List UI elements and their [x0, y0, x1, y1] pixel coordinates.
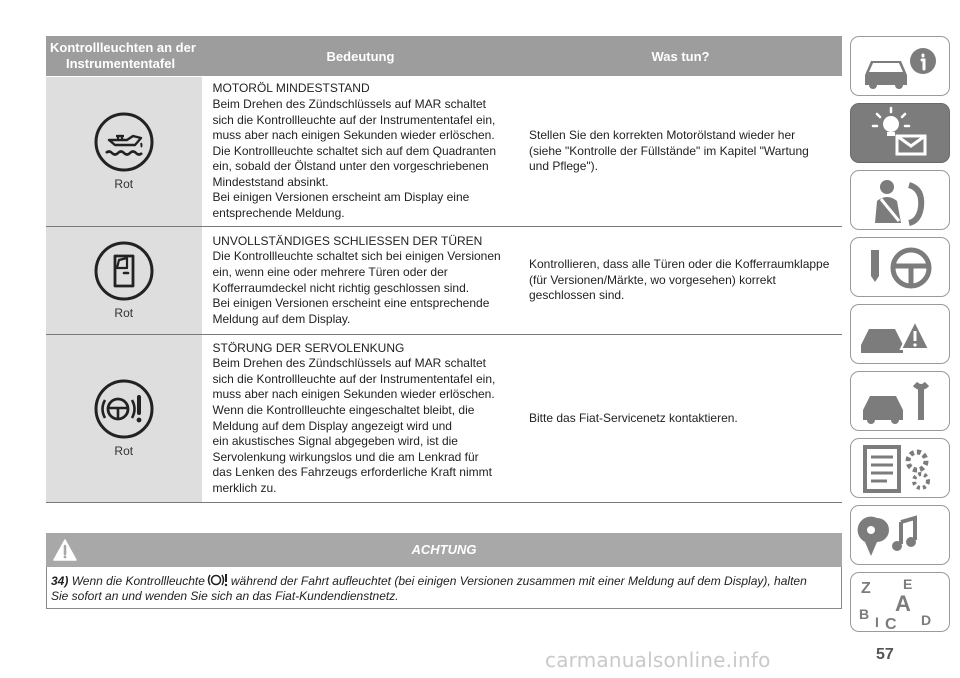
meaning-cell: STÖRUNG DER SERVOLENKUNG Beim Drehen des Zündschlüssels auf MAR schaltet sich die Kontrollleuchte auf der Instrumententafel ein, muss aber nach einigen Sekunden wieder erlöschen. Wenn die Kontrollleuchte eingeschaltet bleibt, die Meldung auf dem Display angezeigt wird und ein akustisches Signal abgegeben wird, ist die Servolenkung wirkungslos und die am Lenkrad für das Lenken des Fahrzeugs erforderliche Kraft nimmt merklich zu. — [202, 335, 519, 503]
table-row — [46, 335, 842, 503]
table-row — [46, 77, 842, 227]
key-steering-wheel-icon — [851, 238, 951, 298]
svg-text:I: I — [875, 614, 879, 630]
technical-data-icon — [851, 439, 951, 499]
meaning-cell: UNVOLLSTÄNDIGES SCHLIESSEN DER TÜREN Die Kontrollleuchte schaltet sich bei einigen Versionen ein, wenn eine oder mehrere Türen oder der Kofferraumdeckel nicht richtig geschlossen sind. Bei einigen Versionen erscheint eine entsprechende Meldung auf dem Display. — [202, 227, 519, 335]
action-cell: Stellen Sie den korrekten Motorölstand wieder her (siehe "Kontrolle der Füllstände" im Kapitel "Wartung und Pflege"). — [519, 77, 842, 227]
power-steering-fault-icon — [93, 378, 155, 440]
tab-starting-driving[interactable] — [850, 237, 950, 297]
power-steering-fault-icon — [207, 571, 229, 589]
action-cell: Bitte das Fiat-Servicenetz kontaktieren. — [519, 335, 842, 503]
warning-reference: 34) — [51, 574, 69, 588]
header-meaning: Bedeutung — [202, 36, 519, 77]
svg-text:C: C — [885, 616, 897, 633]
alphabetical-index-icon — [851, 573, 951, 633]
tab-emergency[interactable] — [850, 304, 950, 364]
indicator-table-section — [46, 36, 842, 503]
car-info-icon — [851, 37, 951, 97]
warning-triangle-icon — [52, 538, 78, 562]
warning-box — [46, 533, 842, 609]
tab-maintenance[interactable] — [850, 371, 950, 431]
svg-text:D: D — [921, 612, 932, 628]
warning-header — [46, 533, 842, 567]
meaning-cell: MOTORÖL MINDESTSTAND Beim Drehen des Zündschlüssels auf MAR schaltet sich die Kontrollleuchte auf der Instrumententafel ein, muss aber nach einigen Sekunden wieder erlöschen. Die Kontrollleuchte schaltet sich auf dem Quadranten ein, sobald der Ölstand unter den vorgeschriebenen Mindeststand absinkt. Bei einigen Versionen erscheint am Display eine entsprechende Meldung. — [202, 77, 519, 227]
watermark: carmanualsonline.info — [545, 648, 771, 672]
indicator-title: MOTORÖL MINDESTSTAND — [212, 81, 370, 96]
tab-multimedia[interactable] — [850, 505, 950, 565]
table-row — [46, 227, 842, 335]
indicator-cell: Rot — [46, 77, 202, 227]
svg-text:A: A — [895, 591, 911, 616]
door-open-icon — [93, 240, 155, 302]
svg-text:Z: Z — [861, 580, 871, 597]
tab-index[interactable] — [850, 572, 950, 632]
car-emergency-icon — [851, 305, 951, 365]
warning-title: ACHTUNG — [411, 542, 477, 557]
warning-text: 34) Wenn die Kontrollleuchte während der Fahrt aufleuchtet (bei einigen Versionen zusammen mit einer Meldung auf dem Display), halten Sie sofort an und wenden Sie sich an das Fiat-Kundendienstnetz. — [46, 567, 842, 609]
tab-technical-data[interactable] — [850, 438, 950, 498]
multimedia-icon — [851, 506, 951, 566]
indicator-title: UNVOLLSTÄNDIGES SCHLIESSEN DER TÜREN — [212, 233, 483, 248]
tab-car-info[interactable] — [850, 36, 950, 96]
chapter-sidebar — [850, 36, 952, 639]
header-action: Was tun? — [519, 36, 842, 77]
header-indicator: Kontrollleuchten an der Instrumententafel — [46, 36, 202, 77]
tab-safety[interactable] — [850, 170, 950, 230]
indicator-cell: Rot — [46, 227, 202, 335]
indicator-cell: Rot — [46, 335, 202, 503]
page-number: 57 — [876, 646, 894, 663]
svg-text:B: B — [859, 606, 870, 622]
car-maintenance-icon — [851, 372, 951, 432]
action-cell: Kontrollieren, dass alle Türen oder die Kofferraumklappe (für Versionen/Märkte, wo vorgesehen) korrekt geschlossen sind. — [519, 227, 842, 335]
low-oil-pressure-icon — [93, 111, 155, 173]
tab-warning-lights[interactable] — [850, 103, 950, 163]
indicator-table — [46, 36, 842, 503]
table-header-row — [46, 36, 842, 77]
indicator-title: STÖRUNG DER SERVOLENKUNG — [212, 340, 405, 355]
warning-lights-icon — [851, 104, 951, 164]
safety-airbag-icon — [851, 171, 951, 231]
svg-text:E: E — [903, 576, 913, 592]
